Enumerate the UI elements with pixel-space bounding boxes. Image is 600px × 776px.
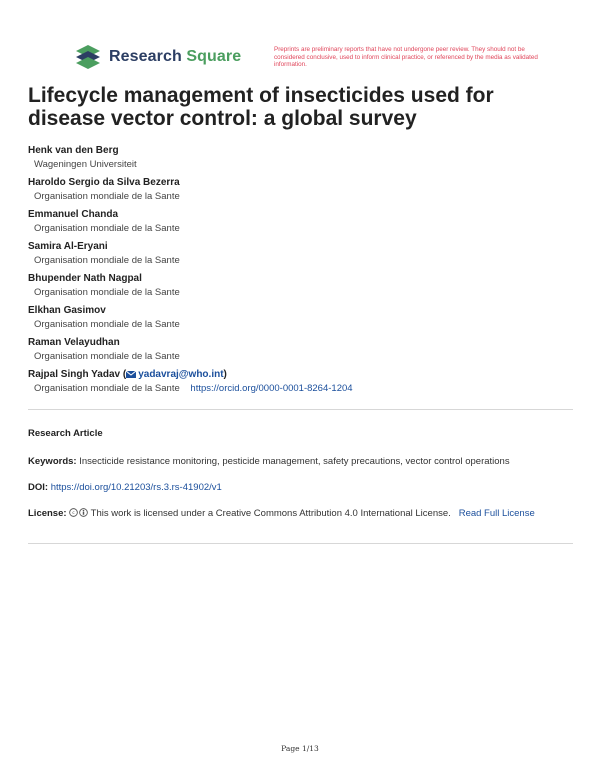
author-entry bbox=[28, 240, 578, 272]
author-name: Rajpal Singh Yadav bbox=[28, 369, 121, 380]
doi bbox=[28, 481, 222, 494]
doi-label: DOI: bbox=[28, 482, 49, 493]
research-square-logo[interactable] bbox=[74, 44, 241, 70]
author-affiliation: Organisation mondiale de la Sante bbox=[34, 223, 180, 234]
author-name: Emmanuel Chanda bbox=[28, 209, 119, 220]
license bbox=[28, 507, 576, 521]
logo-text bbox=[109, 48, 241, 66]
orcid-link[interactable]: https://orcid.org/0000-0001-8264-1204 bbox=[190, 383, 353, 394]
mail-icon bbox=[126, 371, 136, 378]
divider bbox=[28, 543, 573, 544]
author-name: Raman Velayudhan bbox=[28, 337, 120, 348]
corresponding-author-entry bbox=[28, 368, 578, 400]
author-affiliation: Organisation mondiale de la Sante bbox=[34, 383, 180, 394]
article-type: Research Article bbox=[28, 428, 103, 439]
corresponding-author-name-line bbox=[28, 368, 578, 382]
svg-text:c: c bbox=[72, 511, 75, 517]
doi-link[interactable]: https://doi.org/10.21203/rs.3.rs-41902/v1 bbox=[50, 482, 222, 493]
author-name: Haroldo Sergio da Silva Bezerra bbox=[28, 177, 180, 188]
keywords-label: Keywords: bbox=[28, 456, 77, 467]
author-affiliation: Organisation mondiale de la Sante bbox=[34, 351, 180, 362]
keywords-text: Insecticide resistance monitoring, pesticide management, safety precautions, vector control operations bbox=[79, 456, 510, 467]
author-entry bbox=[28, 272, 578, 304]
author-entry bbox=[28, 208, 578, 240]
author-affiliation: Wageningen Universiteit bbox=[34, 159, 137, 170]
open-paren: ( bbox=[122, 369, 127, 380]
keywords bbox=[28, 455, 578, 468]
license-text: This work is licensed under a Creative Commons Attribution 4.0 International License. bbox=[90, 508, 451, 519]
logo-text-research: Research bbox=[109, 48, 182, 65]
cc-icons bbox=[69, 508, 88, 517]
close-paren: ) bbox=[223, 369, 227, 380]
preprint-disclaimer: Preprints are preliminary reports that have not undergone peer review. They should not be considered conclusive, used to inform clinical practice, or referenced by the media as validated information. bbox=[274, 46, 538, 69]
page-number: Page 1/13 bbox=[281, 744, 319, 753]
author-entry bbox=[28, 304, 578, 336]
author-entry bbox=[28, 336, 578, 368]
logo-text-square: Square bbox=[186, 48, 242, 65]
paper-title: Lifecycle management of insecticides used for disease vector control: a global survey bbox=[28, 84, 494, 130]
author-affiliation: Organisation mondiale de la Sante bbox=[34, 319, 180, 330]
author-affiliation-line bbox=[28, 382, 578, 396]
author-entry bbox=[28, 176, 578, 208]
research-square-logo-icon bbox=[74, 44, 102, 70]
author-name: Elkhan Gasimov bbox=[28, 305, 106, 316]
email-link[interactable] bbox=[126, 369, 223, 380]
author-name: Henk van den Berg bbox=[28, 145, 119, 156]
author-name: Samira Al-Eryani bbox=[28, 241, 108, 252]
author-list bbox=[28, 144, 578, 400]
email-address: yadavraj@who.int bbox=[138, 369, 224, 380]
license-label: License: bbox=[28, 508, 67, 519]
author-affiliation: Organisation mondiale de la Sante bbox=[34, 287, 180, 298]
author-entry bbox=[28, 144, 578, 176]
author-affiliation: Organisation mondiale de la Sante bbox=[34, 255, 180, 266]
divider bbox=[28, 409, 573, 410]
read-full-license-link[interactable]: Read Full License bbox=[458, 508, 535, 519]
creative-commons-icon bbox=[69, 508, 78, 517]
author-affiliation: Organisation mondiale de la Sante bbox=[34, 191, 180, 202]
author-name: Bhupender Nath Nagpal bbox=[28, 273, 142, 284]
attribution-icon bbox=[79, 508, 88, 517]
